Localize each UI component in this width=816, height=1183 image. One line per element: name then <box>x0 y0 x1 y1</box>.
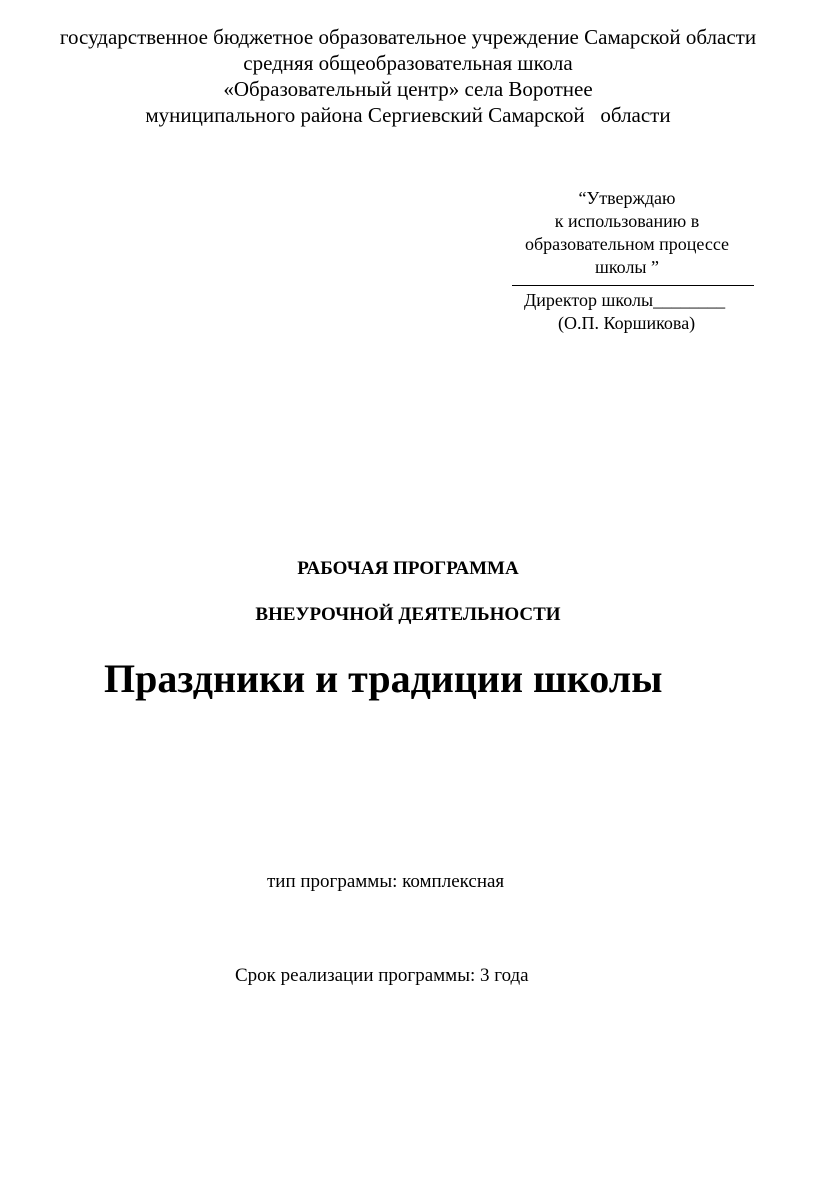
title-line-1: РАБОЧАЯ ПРОГРАММА <box>297 558 519 579</box>
signature-line <box>512 285 754 286</box>
title-line-2: ВНЕУРОЧНОЙ ДЕЯТЕЛЬНОСТИ <box>255 604 561 625</box>
document-title <box>0 557 816 627</box>
program-term: Срок реализации программы: 3 года <box>235 965 529 986</box>
approval-text <box>500 187 754 279</box>
approval-line-3: образовательном процессе <box>524 234 730 254</box>
approval-line-2: к использованию в <box>554 211 700 231</box>
program-name: Праздники и традиции школы <box>104 656 663 701</box>
approval-stamp <box>500 187 770 335</box>
header-line-2: средняя общеобразовательная школа <box>243 51 573 75</box>
approval-line-4: школы ” <box>594 257 660 277</box>
approval-line-1: “Утверждаю <box>578 188 676 208</box>
header-line-4: муниципального района Сергиевский Самарской области <box>145 103 671 127</box>
header-line-1: государственное бюджетное образовательное учреждение Самарской области <box>59 25 757 49</box>
director-signature: Директор школы________ <box>524 290 726 310</box>
director-name: (О.П. Коршикова) <box>558 313 696 333</box>
header-line-3: «Образовательный центр» села Воротнее <box>223 77 593 101</box>
program-type: тип программы: комплексная <box>267 871 505 892</box>
school-header <box>0 24 816 128</box>
